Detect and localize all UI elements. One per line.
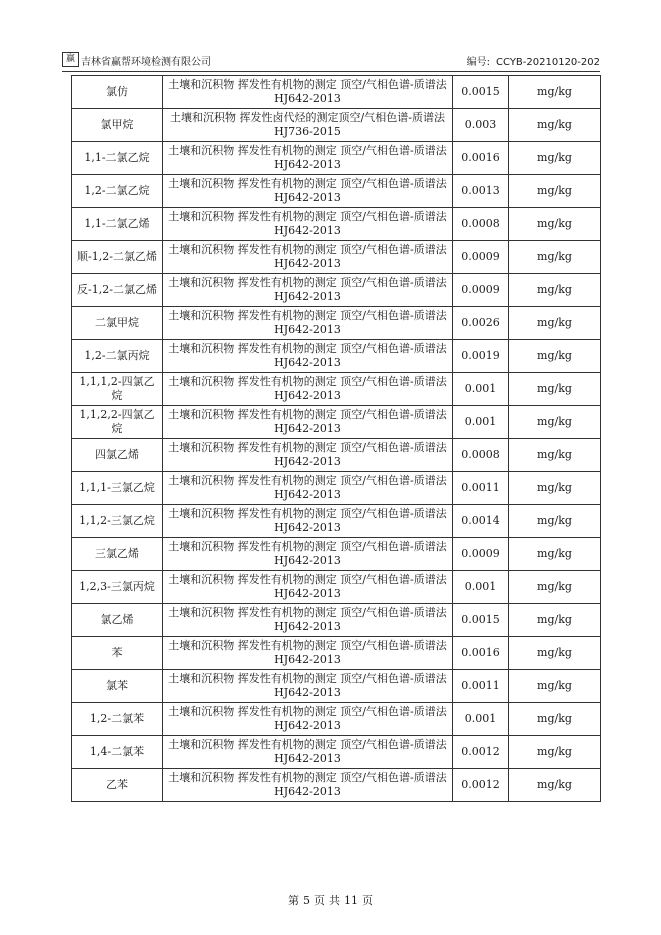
analyte-name-cell: 1,1,1,2-四氯乙烷 bbox=[72, 373, 163, 406]
method-cell: 土壤和沉积物 挥发性有机物的测定 顶空/气相色谱-质谱法 HJ642-2013 bbox=[163, 274, 453, 307]
table-row bbox=[72, 175, 601, 208]
unit-cell: mg/kg bbox=[509, 703, 601, 736]
table-row bbox=[72, 109, 601, 142]
unit-cell: mg/kg bbox=[509, 340, 601, 373]
unit-cell: mg/kg bbox=[509, 175, 601, 208]
unit-cell: mg/kg bbox=[509, 109, 601, 142]
table-row bbox=[72, 406, 601, 439]
unit-cell: mg/kg bbox=[509, 637, 601, 670]
unit-cell: mg/kg bbox=[509, 142, 601, 175]
detection-limit-cell: 0.0009 bbox=[453, 274, 509, 307]
detection-limit-cell: 0.0009 bbox=[453, 241, 509, 274]
method-cell: 土壤和沉积物 挥发性有机物的测定 顶空/气相色谱-质谱法 HJ642-2013 bbox=[163, 637, 453, 670]
table-row bbox=[72, 604, 601, 637]
detection-limit-cell: 0.0019 bbox=[453, 340, 509, 373]
table-row bbox=[72, 670, 601, 703]
method-cell: 土壤和沉积物 挥发性有机物的测定 顶空/气相色谱-质谱法 HJ642-2013 bbox=[163, 76, 453, 109]
table-row bbox=[72, 505, 601, 538]
method-cell: 土壤和沉积物 挥发性有机物的测定 顶空/气相色谱-质谱法 HJ642-2013 bbox=[163, 670, 453, 703]
table-row bbox=[72, 340, 601, 373]
detection-limit-cell: 0.0015 bbox=[453, 604, 509, 637]
report-code-label: 编号: bbox=[466, 57, 491, 68]
method-cell: 土壤和沉积物 挥发性有机物的测定 顶空/气相色谱-质谱法 HJ642-2013 bbox=[163, 241, 453, 274]
table-row bbox=[72, 637, 601, 670]
table-row bbox=[72, 439, 601, 472]
analyte-name-cell: 反-1,2-二氯乙烯 bbox=[72, 274, 163, 307]
detection-limit-cell: 0.0014 bbox=[453, 505, 509, 538]
unit-cell: mg/kg bbox=[509, 769, 601, 802]
analyte-name-cell: 氯苯 bbox=[72, 670, 163, 703]
table-body bbox=[72, 76, 601, 802]
table-row bbox=[72, 571, 601, 604]
table-row bbox=[72, 241, 601, 274]
analyte-name-cell: 1,4-二氯苯 bbox=[72, 736, 163, 769]
unit-cell: mg/kg bbox=[509, 472, 601, 505]
table-row bbox=[72, 208, 601, 241]
method-cell: 土壤和沉积物 挥发性有机物的测定 顶空/气相色谱-质谱法 HJ642-2013 bbox=[163, 472, 453, 505]
detection-limit-cell: 0.0015 bbox=[453, 76, 509, 109]
report-code-value: CCYB-20210120-202 bbox=[496, 57, 600, 68]
detection-limit-cell: 0.0012 bbox=[453, 769, 509, 802]
unit-cell: mg/kg bbox=[509, 571, 601, 604]
method-cell: 土壤和沉积物 挥发性有机物的测定 顶空/气相色谱-质谱法 HJ642-2013 bbox=[163, 307, 453, 340]
detection-limit-cell: 0.0013 bbox=[453, 175, 509, 208]
footer-total-prefix: 共 bbox=[329, 894, 340, 907]
header-divider bbox=[62, 71, 600, 72]
report-code bbox=[467, 53, 600, 68]
analyte-name-cell: 1,1,1-三氯乙烷 bbox=[72, 472, 163, 505]
analyte-name-cell: 氯甲烷 bbox=[72, 109, 163, 142]
analyte-name-cell: 顺-1,2-二氯乙烯 bbox=[72, 241, 163, 274]
company-logo-icon: 赢 bbox=[62, 52, 79, 67]
analyte-name-cell: 三氯乙烯 bbox=[72, 538, 163, 571]
detection-limit-cell: 0.001 bbox=[453, 373, 509, 406]
method-cell: 土壤和沉积物 挥发性有机物的测定 顶空/气相色谱-质谱法 HJ642-2013 bbox=[163, 604, 453, 637]
unit-cell: mg/kg bbox=[509, 604, 601, 637]
detection-limit-cell: 0.0026 bbox=[453, 307, 509, 340]
analyte-name-cell: 1,2-二氯丙烷 bbox=[72, 340, 163, 373]
method-cell: 土壤和沉积物 挥发性有机物的测定 顶空/气相色谱-质谱法 HJ642-2013 bbox=[163, 538, 453, 571]
unit-cell: mg/kg bbox=[509, 241, 601, 274]
unit-cell: mg/kg bbox=[509, 439, 601, 472]
company-name: 吉林省赢帮环境检测有限公司 bbox=[81, 57, 211, 68]
detection-limit-cell: 0.001 bbox=[453, 703, 509, 736]
table-row bbox=[72, 307, 601, 340]
analyte-name-cell: 1,2-二氯乙烷 bbox=[72, 175, 163, 208]
detection-limit-cell: 0.0009 bbox=[453, 538, 509, 571]
unit-cell: mg/kg bbox=[509, 274, 601, 307]
page-footer bbox=[0, 892, 661, 908]
detection-method-table bbox=[71, 75, 601, 802]
method-cell: 土壤和沉积物 挥发性有机物的测定 顶空/气相色谱-质谱法 HJ642-2013 bbox=[163, 340, 453, 373]
unit-cell: mg/kg bbox=[509, 670, 601, 703]
table-row bbox=[72, 76, 601, 109]
detection-limit-cell: 0.0016 bbox=[453, 637, 509, 670]
table-row bbox=[72, 472, 601, 505]
method-cell: 土壤和沉积物 挥发性有机物的测定 顶空/气相色谱-质谱法 HJ642-2013 bbox=[163, 175, 453, 208]
unit-cell: mg/kg bbox=[509, 538, 601, 571]
unit-cell: mg/kg bbox=[509, 307, 601, 340]
unit-cell: mg/kg bbox=[509, 406, 601, 439]
unit-cell: mg/kg bbox=[509, 736, 601, 769]
analyte-name-cell: 1,1,2-三氯乙烷 bbox=[72, 505, 163, 538]
footer-page-word: 页 bbox=[314, 894, 325, 907]
unit-cell: mg/kg bbox=[509, 373, 601, 406]
detection-limit-cell: 0.0011 bbox=[453, 670, 509, 703]
method-cell: 土壤和沉积物 挥发性卤代烃的测定顶空/气相色谱-质谱法 HJ736-2015 bbox=[163, 109, 453, 142]
detection-limit-cell: 0.0011 bbox=[453, 472, 509, 505]
method-cell: 土壤和沉积物 挥发性有机物的测定 顶空/气相色谱-质谱法 HJ642-2013 bbox=[163, 703, 453, 736]
footer-page-number: 5 bbox=[303, 894, 310, 907]
analyte-name-cell: 1,1-二氯乙烯 bbox=[72, 208, 163, 241]
detection-limit-cell: 0.0012 bbox=[453, 736, 509, 769]
method-cell: 土壤和沉积物 挥发性有机物的测定 顶空/气相色谱-质谱法 HJ642-2013 bbox=[163, 736, 453, 769]
analyte-name-cell: 四氯乙烯 bbox=[72, 439, 163, 472]
table-row bbox=[72, 373, 601, 406]
detection-limit-cell: 0.001 bbox=[453, 406, 509, 439]
method-cell: 土壤和沉积物 挥发性有机物的测定 顶空/气相色谱-质谱法 HJ642-2013 bbox=[163, 439, 453, 472]
detection-limit-cell: 0.003 bbox=[453, 109, 509, 142]
method-cell: 土壤和沉积物 挥发性有机物的测定 顶空/气相色谱-质谱法 HJ642-2013 bbox=[163, 142, 453, 175]
analyte-name-cell: 1,1-二氯乙烷 bbox=[72, 142, 163, 175]
detection-limit-cell: 0.0008 bbox=[453, 439, 509, 472]
method-cell: 土壤和沉积物 挥发性有机物的测定 顶空/气相色谱-质谱法 HJ642-2013 bbox=[163, 208, 453, 241]
analyte-name-cell: 1,2,3-三氯丙烷 bbox=[72, 571, 163, 604]
table-row bbox=[72, 538, 601, 571]
unit-cell: mg/kg bbox=[509, 208, 601, 241]
footer-page-prefix: 第 bbox=[288, 894, 299, 907]
method-cell: 土壤和沉积物 挥发性有机物的测定 顶空/气相色谱-质谱法 HJ642-2013 bbox=[163, 505, 453, 538]
analyte-name-cell: 二氯甲烷 bbox=[72, 307, 163, 340]
method-cell: 土壤和沉积物 挥发性有机物的测定 顶空/气相色谱-质谱法 HJ642-2013 bbox=[163, 571, 453, 604]
detection-limit-cell: 0.0008 bbox=[453, 208, 509, 241]
detection-limit-cell: 0.001 bbox=[453, 571, 509, 604]
footer-total-pages: 11 bbox=[344, 894, 358, 907]
table-row bbox=[72, 736, 601, 769]
method-cell: 土壤和沉积物 挥发性有机物的测定 顶空/气相色谱-质谱法 HJ642-2013 bbox=[163, 406, 453, 439]
table-row bbox=[72, 769, 601, 802]
page-header bbox=[62, 52, 600, 68]
analyte-name-cell: 乙苯 bbox=[72, 769, 163, 802]
table-row bbox=[72, 274, 601, 307]
detection-limit-cell: 0.0016 bbox=[453, 142, 509, 175]
analyte-name-cell: 氯仿 bbox=[72, 76, 163, 109]
unit-cell: mg/kg bbox=[509, 76, 601, 109]
unit-cell: mg/kg bbox=[509, 505, 601, 538]
table-row bbox=[72, 142, 601, 175]
analyte-name-cell: 1,1,2,2-四氯乙烷 bbox=[72, 406, 163, 439]
footer-total-word: 页 bbox=[362, 894, 373, 907]
method-cell: 土壤和沉积物 挥发性有机物的测定 顶空/气相色谱-质谱法 HJ642-2013 bbox=[163, 769, 453, 802]
table-row bbox=[72, 703, 601, 736]
analyte-name-cell: 苯 bbox=[72, 637, 163, 670]
analyte-name-cell: 1,2-二氯苯 bbox=[72, 703, 163, 736]
analyte-name-cell: 氯乙烯 bbox=[72, 604, 163, 637]
method-cell: 土壤和沉积物 挥发性有机物的测定 顶空/气相色谱-质谱法 HJ642-2013 bbox=[163, 373, 453, 406]
